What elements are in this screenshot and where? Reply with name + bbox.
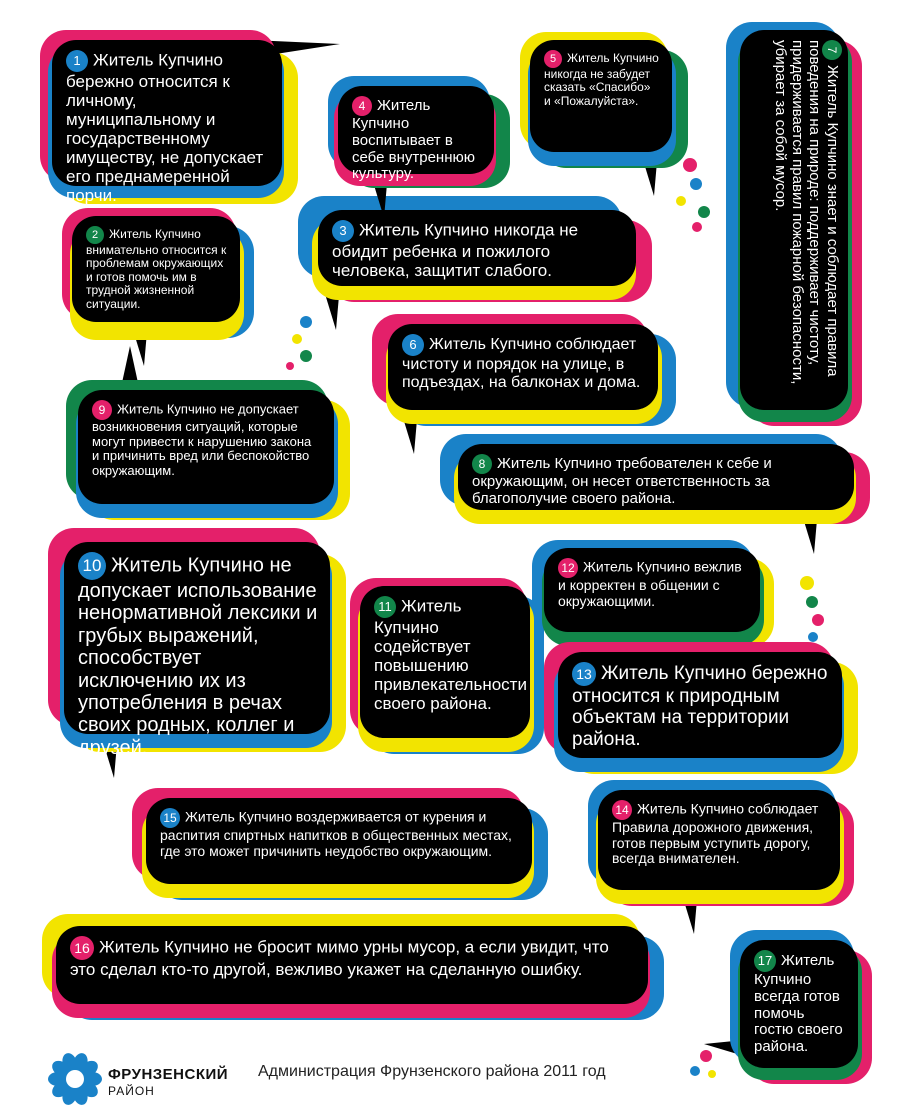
rule-text-container — [754, 950, 846, 1060]
rule-number-badge: 17 — [754, 950, 776, 972]
decorative-dot — [800, 576, 814, 590]
rule-text-container — [78, 552, 318, 759]
rule-text: Житель Купчино воздерживается от курения и распития спиртных напитков в общественных местах, где это может причинить неудобство окружающим. — [160, 808, 512, 859]
logo-center — [66, 1070, 84, 1088]
rule-bubble-3 — [318, 210, 636, 286]
rule-number-badge: 7 — [822, 40, 842, 60]
decorative-dot — [690, 178, 702, 190]
rule-number-badge: 15 — [160, 808, 180, 828]
rule-text: Житель Купчино никогда не забудет сказать «Спасибо» и «Пожалуйста». — [544, 51, 659, 108]
rule-text-container — [160, 808, 520, 876]
rule-bubble-6 — [388, 324, 658, 410]
rule-number-badge: 13 — [572, 662, 596, 686]
decorative-dot — [700, 1050, 712, 1062]
decorative-dot — [692, 222, 702, 232]
decorative-dot — [708, 1070, 716, 1078]
rule-text: Житель Купчино соблюдает чистоту и порядок на улице, в подъездах, на балконах и дома. — [402, 336, 641, 391]
district-logo-flower-icon — [44, 1048, 106, 1110]
rule-number-badge: 10 — [78, 552, 106, 580]
rule-text: Житель Купчино знает и соблюдает правила поведения на природе: поддерживает чистоту, придерживается правил пожарной безопасности, убирает за собой мусор. — [772, 40, 842, 385]
rule-bubble-2 — [72, 216, 240, 322]
rule-text: Житель Купчино не допускает использование ненормативной лексики и грубых выражений, способствует исключению их из употребления в речах своих родных, коллег и друзей. — [78, 554, 318, 759]
rule-text-container — [572, 662, 830, 750]
decorative-dot — [292, 334, 302, 344]
rule-text: Житель Купчино содействует повышению привлекательности своего района. — [374, 596, 527, 714]
rule-number-badge: 12 — [558, 558, 578, 578]
rule-bubble-4 — [338, 86, 494, 183]
rule-bubble-12 — [544, 548, 760, 632]
rule-bubble-8 — [458, 444, 854, 510]
rule-bubble-7 — [740, 30, 848, 410]
rule-bubble-16 — [56, 926, 648, 1004]
rule-text: Житель Купчино внимательно относится к проблемам окружающих и готов помочь им в трудной жизненной ситуации. — [86, 227, 227, 311]
decorative-dot — [300, 316, 312, 328]
rule-text-container — [544, 50, 660, 144]
logo-subtitle: РАЙОН — [108, 1084, 155, 1098]
rule-number-badge: 6 — [402, 334, 424, 356]
rule-text-container — [558, 558, 748, 624]
rule-number-badge: 11 — [374, 596, 396, 618]
rule-text: Житель Купчино всегда готов помочь гостю своего района. — [754, 951, 843, 1056]
rule-text: Житель Купчино требователен к себе и окружающим, он несет ответственность за благополучие своего района. — [472, 454, 772, 507]
rule-text-container — [402, 334, 646, 402]
decorative-dot — [690, 1066, 700, 1076]
rule-number-badge: 5 — [544, 50, 562, 68]
rule-number-badge: 1 — [66, 50, 88, 72]
rule-text: Житель Купчино не бросит мимо урны мусор, а если увидит, что это сделал кто-то другой, вежливо укажет на сделанную ошибку. — [70, 937, 609, 979]
rule-bubble-9 — [78, 390, 334, 504]
decorative-dot — [300, 350, 312, 362]
rule-bubble-15 — [146, 798, 532, 884]
rule-number-badge: 3 — [332, 220, 354, 242]
rule-text-container — [332, 220, 624, 281]
rule-text-container — [92, 400, 322, 496]
rule-text: Житель Купчино вежлив и корректен в общении с окружающими. — [558, 558, 742, 609]
decorative-dot — [698, 206, 710, 218]
rule-bubble-14 — [598, 790, 840, 890]
rule-text-container — [746, 40, 842, 400]
rule-text: Житель Купчино бережно относится к природным объектам на территории района. — [572, 663, 828, 750]
rule-number-badge: 14 — [612, 800, 632, 820]
rule-text: Житель Купчино никогда не обидит ребенка и пожилого человека, защитит слабого. — [332, 220, 579, 281]
rule-bubble-5 — [530, 40, 672, 152]
rule-number-badge: 16 — [70, 936, 94, 960]
rule-text-container — [70, 936, 636, 996]
rule-number-badge: 4 — [352, 96, 372, 116]
rule-text-container — [612, 800, 828, 882]
rule-text-container — [374, 596, 527, 730]
rule-text: Житель Купчино воспитывает в себе внутреннюю культуру. — [352, 96, 475, 183]
rule-bubble-17 — [740, 940, 858, 1068]
rule-bubble-11 — [360, 586, 530, 738]
rule-text: Житель Купчино не допускает возникновения ситуаций, которые могут привести к нарушению закона и причинить вред или беспокойство окружающим. — [92, 401, 312, 478]
decorative-dot — [676, 196, 686, 206]
rule-text-container — [352, 96, 482, 183]
decorative-dot — [683, 158, 697, 172]
rule-text-container — [86, 226, 228, 314]
logo-title: ФРУНЗЕНСКИЙ — [108, 1066, 229, 1083]
rule-bubble-13 — [558, 652, 842, 758]
rule-number-badge: 2 — [86, 226, 104, 244]
footer-caption: Администрация Фрунзенского района 2011 год — [258, 1063, 606, 1080]
rule-text-container — [472, 454, 842, 507]
rule-bubble-10 — [64, 542, 330, 759]
rule-text: Житель Купчино бережно относится к личному, муниципальному и государственному имуществу, не допускает его преднамеренной порчи. — [66, 50, 264, 206]
rule-number-badge: 8 — [472, 454, 492, 474]
decorative-dot — [812, 614, 824, 626]
rule-bubble-1 — [52, 40, 282, 206]
rule-text: Житель Купчино соблюдает Правила дорожного движения, готов первым уступить дорогу, всегда внимателен. — [612, 800, 819, 867]
decorative-dot — [286, 362, 294, 370]
rule-text-container — [66, 50, 270, 206]
decorative-dot — [808, 632, 818, 642]
decorative-dot — [806, 596, 818, 608]
rule-number-badge: 9 — [92, 400, 112, 420]
